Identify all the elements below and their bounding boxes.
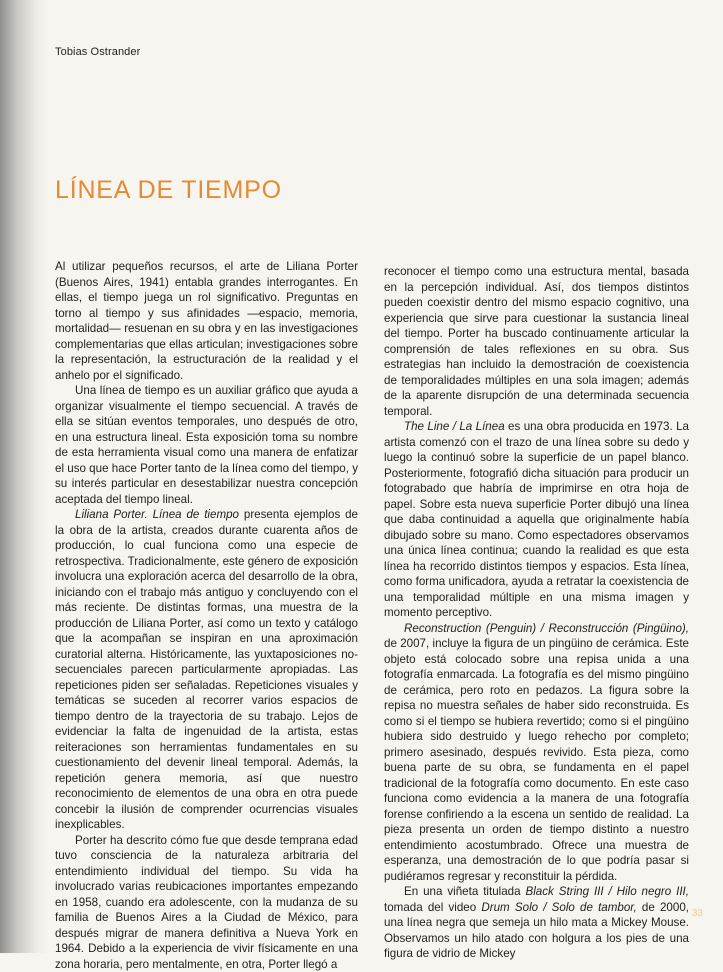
paragraph bbox=[384, 621, 689, 885]
work-title: The Line / La Línea bbox=[404, 420, 505, 433]
work-title: Drum Solo / Solo de tambor, bbox=[481, 901, 636, 914]
paragraph bbox=[55, 507, 358, 833]
work-title: Reconstruction (Penguin) / Reconstrucción (Pingüino), bbox=[404, 622, 689, 635]
chapter-title: LÍNEA DE TIEMPO bbox=[55, 176, 282, 205]
paragraph-text: presenta ejemplos de la obra de la artista, creados durante cuarenta años de producción, lo cual funciona como una especie de retrospectiva. Tradicionalmente, este género de exposición involucra una exploración acerca del desarrollo de la obra, iniciando con el trabajo más antiguo y concluyendo con el más reciente. De distintas formas, una muestra de la producción de Liliana Porter, así como un texto y catálogo que la acompañan se inspiran en una aproximación curatorial alterna. Históricamente, las yuxtaposiciones no-secuenciales parecen particularmente apropiadas. Las repeticiones piden ser señaladas. Repeticiones visuales y temáticas se suceden al recorrer varios espacios de tiempo dentro de la trayectoria de su trabajo. Lejos de evidenciar la falta de ingenuidad de la artista, estas reiteraciones son herramientas fundamentales en su cuestionamiento del devenir lineal temporal. Además, la repetición genera memoria, así que nuestro reconocimiento de elementos de una obra en otra puede concebir la ilusión de comprender ocurrencias visuales inexplicables. bbox=[55, 508, 358, 831]
paragraph: Porter ha descrito cómo fue que desde temprana edad tuvo consciencia de la naturaleza arbitraria del entendimiento individual del tiempo. Su vida ha involucrado varias reubicaciones importantes empezando en 1958, cuando era adolescente, con la mudanza de su familia de Buenos Aires a la Ciudad de México, para después migrar de manera definitiva a Nueva York en 1964. Debido a la experiencia de vivir físicamente en una zona horaria, pero mentalmente, en otra, Porter llegó a bbox=[55, 833, 358, 972]
running-header-author: Tobias Ostrander bbox=[55, 46, 140, 58]
book-spine-shadow bbox=[0, 0, 48, 953]
paragraph-text: de 2000, una línea negra que semeja un hilo mata a Mickey Mouse. Observamos un hilo atado con holgura a los pies de una figura de vidrio de Mickey bbox=[384, 901, 689, 961]
paragraph-text: En una viñeta titulada bbox=[404, 885, 526, 898]
paragraph: Una línea de tiempo es un auxiliar gráfico que ayuda a organizar visualmente el tiempo secuencial. A través de ella se sitúan eventos temporales, uno después de otro, en una estructura lineal. Esta exposición toma su nombre de esta herramienta visual como una manera de enfatizar el uso que hace Porter tanto de la línea como del tiempo, y su interés particular en desestabilizar nuestra concepción aceptada del tiempo lineal. bbox=[55, 383, 358, 507]
paragraph-text: tomada del video bbox=[384, 901, 481, 914]
text-column-right bbox=[384, 264, 689, 962]
paragraph-text: de 2007, incluye la figura de un pingüino de cerámica. Este objeto está colocado sobre una repisa unida a una fotografía enmarcada. La fotografía es del mismo pingüino de cerámica, pero roto en pedazos. La figura sobre la repisa no muestra señales de haber sido reconstruida. Es como si el tiempo se hubiera revertido; como si el pingüino hubiera sido destruido y luego rehecho por completo; primero asesinado, después revivido. Esta pieza, como buena parte de su obra, se fundamenta en el papel tradicional de la fotografía como documento. En este caso funciona como evidencia a la manera de una fotografía forense confiriendo a la escena un sentido de realidad. La pieza presenta un orden de tiempo distinto a nuestro entendimiento acostumbrado. Ofrece una muestra de esperanza, una demostración de lo que podría pasar si pudiéramos regresar y reconstituir la pérdida. bbox=[384, 637, 689, 883]
paragraph: reconocer el tiempo como una estructura mental, basada en la percepción individual. Así, dos tiempos distintos pueden coexistir dentro del mismo espacio cognitivo, una experiencia que sirve para cuestionar la sustancia lineal del tiempo. Porter ha buscado continuamente articular la comprensión de tales reflexiones en su obra. Sus estrategias han incluido la demostración de coexistencia de temporalidades múltiples en una sola imagen; además de la aparente disrupción de una determinada secuencia temporal. bbox=[384, 264, 689, 419]
work-title: Black String III / Hilo negro III, bbox=[526, 885, 690, 898]
paragraph bbox=[384, 884, 689, 962]
work-title: Liliana Porter. Línea de tiempo bbox=[75, 508, 239, 521]
paragraph-text: es una obra producida en 1973. La artista comenzó con el trazo de una línea sobre su dedo y luego la continuó sobre la superficie de un papel blanco. Posteriormente, fotografió dicha situación para producir un fotograbado que habría de imprimirse en otra hoja de papel. Sobre esta nueva superficie Porter dibujó una línea que daba continuidad a aquella que originalmente había dibujado sobre su mano. Como espectadores observamos una única línea continua; cuando la realidad es que esta línea ha recorrido distintos tiempos y espacios. Esta línea, como forma unificadora, ayuda a retratar la coexistencia de una temporalidad múltiple en una misma imagen y momento perceptivo. bbox=[384, 420, 689, 619]
text-column-left bbox=[55, 259, 358, 972]
page-number: 33 bbox=[692, 908, 703, 919]
paragraph: Al utilizar pequeños recursos, el arte de Liliana Porter (Buenos Aires, 1941) entabla grandes interrogantes. En ellas, el tiempo juega un rol significativo. Preguntas en torno al tiempo y sus afinidades —espacio, memoria, mortalidad— resuenan en su obra y en las investigaciones complementarias que ellas articulan; investigaciones sobre la representación, la estructuración de la realidad y el anhelo por el significado. bbox=[55, 259, 358, 383]
paragraph bbox=[384, 419, 689, 621]
